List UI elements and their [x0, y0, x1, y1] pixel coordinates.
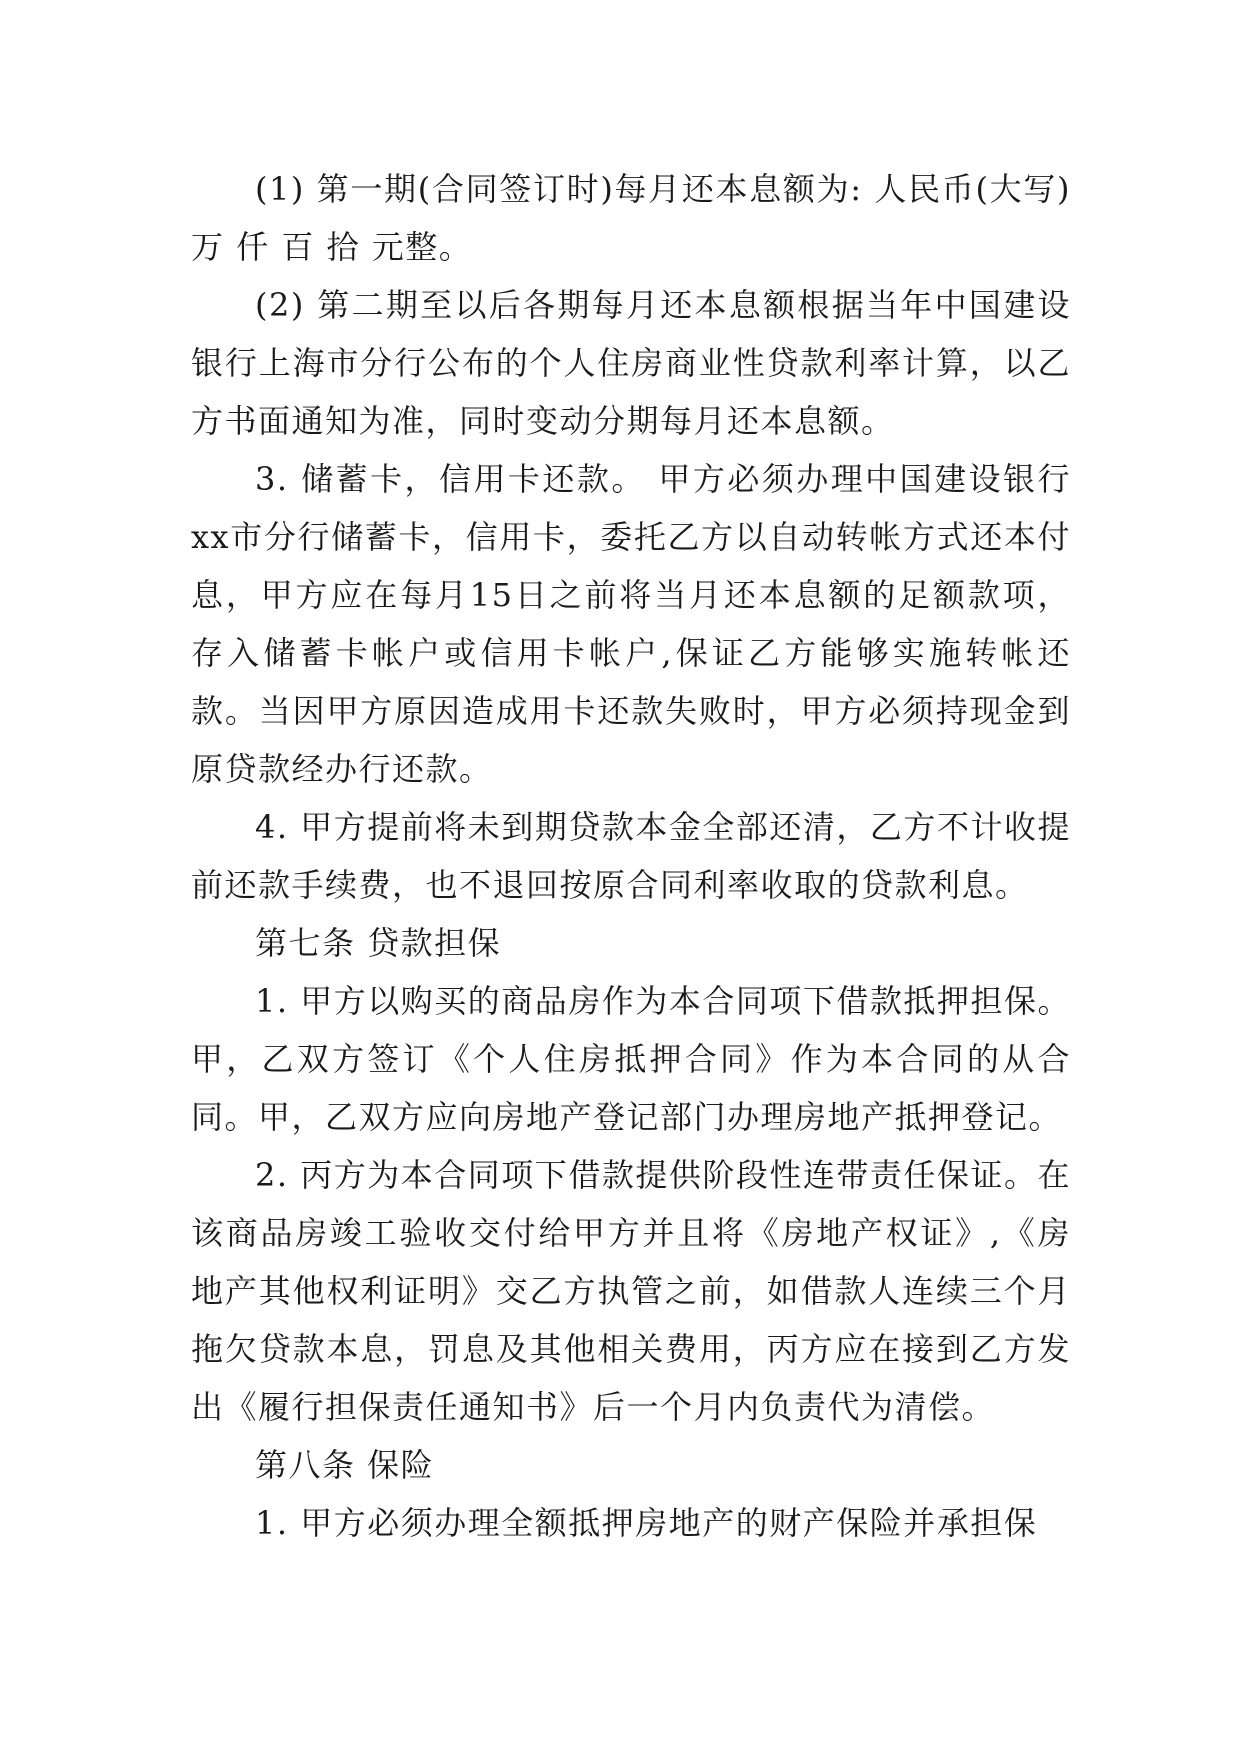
paragraph-joint-liability: 2. 丙方为本合同项下借款提供阶段性连带责任保证。在该商品房竣工验收交付给甲方并且将《房地产权证》,《房地产其他权利证明》交乙方执管之前，如借款人连续三个月拖欠贷款本息，罚息及其他相关费用，丙方应在接到乙方发出《履行担保责任通知书》后一个月内负责代为清偿。: [191, 1156, 1071, 1426]
paragraph-property-insurance: 1. 甲方必须办理全额抵押房地产的财产保险并承担保: [255, 1504, 1038, 1542]
paragraph-early-repayment: 4. 甲方提前将未到期贷款本金全部还清，乙方不计收提前还款手续费，也不退回按原合同利率收取的贷款利息。: [191, 808, 1071, 904]
paragraph-mortgage-guarantee: 1. 甲方以购买的商品房作为本合同项下借款抵押担保。甲，乙双方签订《个人住房抵押合同》作为本合同的从合同。甲，乙双方应向房地产登记部门办理房地产抵押登记。: [191, 982, 1071, 1136]
paragraph-repayment-later-periods: (2) 第二期至以后各期每月还本息额根据当年中国建设银行上海市分行公布的个人住房商业性贷款利率计算，以乙方书面通知为准，同时变动分期每月还本息额。: [191, 286, 1071, 440]
paragraph-card-repayment: 3. 储蓄卡，信用卡还款。 甲方必须办理中国建设银行xx市分行储蓄卡，信用卡，委托乙方以自动转帐方式还本付息，甲方应在每月15日之前将当月还本息额的足额款项，存入储蓄卡帐户或信用卡帐户,保证乙方能够实施转帐还款。当因甲方原因造成用卡还款失败时，甲方必须持现金到原贷款经办行还款。: [191, 460, 1071, 788]
paragraph-repayment-first-period: (1) 第一期(合同签订时)每月还本息额为: 人民币(大写)万 仟 百 拾 元整。: [191, 170, 1071, 266]
section-heading-insurance: 第八条 保险: [255, 1446, 435, 1484]
document-body: [191, 160, 1071, 1552]
section-heading-loan-guarantee: 第七条 贷款担保: [255, 924, 502, 962]
